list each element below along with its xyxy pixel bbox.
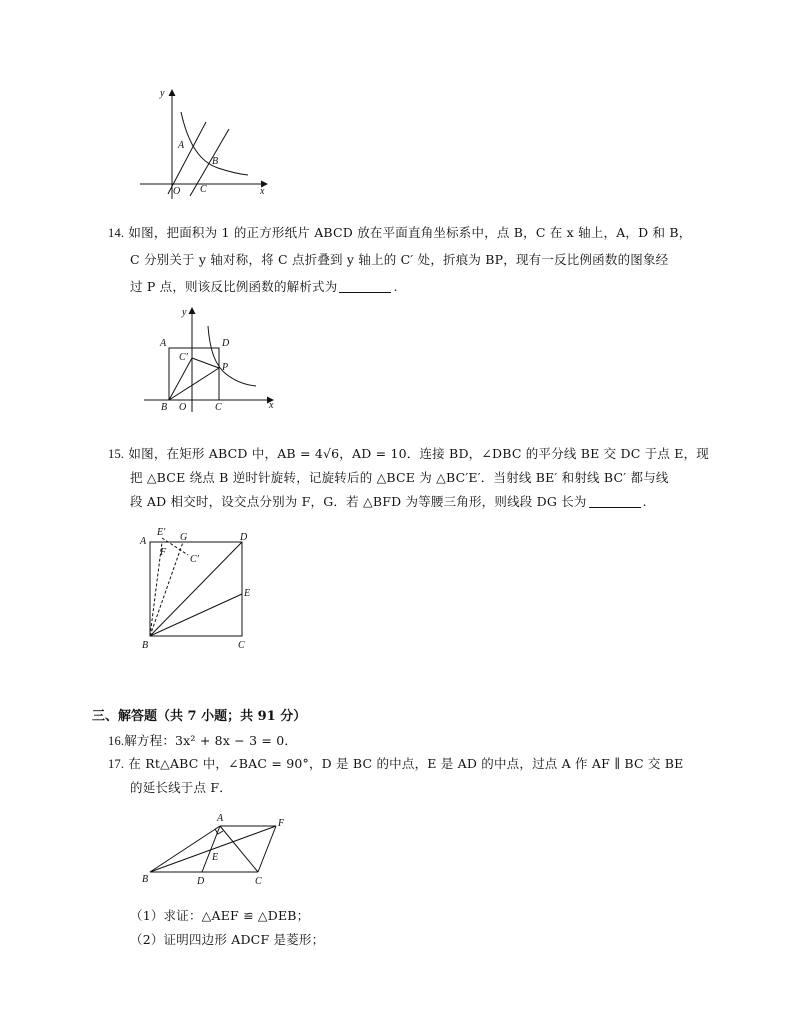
label-y: y: [160, 88, 165, 99]
label-d: D: [197, 876, 205, 887]
label-b: B: [142, 874, 149, 885]
q14-line1: [108, 219, 691, 247]
q17-sub2-text: （2）证明四边形 ADCF 是菱形；: [130, 932, 325, 947]
q17-number: 17.: [108, 757, 125, 771]
q14-period: .: [393, 279, 398, 294]
q17-sub1: [130, 902, 309, 929]
label-c-prime: C′: [179, 352, 188, 363]
label-f: F: [160, 547, 167, 558]
segment-bc1: [169, 358, 192, 400]
label-e: E: [244, 588, 251, 599]
label-a: A: [178, 140, 185, 151]
figure-q13: [130, 84, 275, 204]
label-a: A: [140, 536, 147, 547]
label-e: E: [212, 852, 219, 863]
section-heading: 三、解答题（共 7 小题；共 91 分）: [92, 709, 307, 724]
q14-line3: [130, 273, 398, 300]
segment-cf: [258, 826, 276, 872]
q14-text-line1: 如图，把面积为 1 的正方形纸片 ABCD 放在平面直角坐标系中，点 B，C 在 x 轴上，A，D 和 B，: [128, 225, 692, 240]
label-c: C: [215, 402, 222, 413]
q15-answer-blank[interactable]: [589, 495, 641, 508]
figure-q15: [138, 522, 268, 654]
q15-line3: [130, 488, 647, 515]
hyperbola-curve: [208, 326, 256, 386]
ray-bc-prime[interactable]: [150, 542, 183, 636]
label-c-prime: C′: [190, 554, 199, 565]
label-g: G: [180, 532, 188, 543]
q15-text-line3: 段 AD 相交时，设交点分别为 F，G．若 △BFD 为等腰三角形，则线段 DG 长为: [130, 494, 587, 509]
figure-q14: [138, 304, 283, 416]
q14-text-line3: 过 P 点，则该反比例函数的解析式为: [130, 279, 338, 294]
label-d: D: [240, 532, 248, 543]
q16-text: 解方程：3x² + 8x − 3 = 0．: [124, 733, 298, 748]
q17-text-line1: 在 Rt△ABC 中，∠BAC = 90°，D 是 BC 的中点，E 是 AD 的中点，过点 A 作 AF ∥ BC 交 BE: [128, 756, 684, 771]
label-y: y: [182, 307, 187, 318]
q15-text-line2: 把 △BCE 绕点 B 逆时针旋转，记旋转后的 △BCE 为 △BC′E′．当射线 BE′ 和射线 BC′ 都与线: [130, 470, 669, 485]
q14-answer-blank[interactable]: [339, 280, 391, 293]
label-c: C: [255, 876, 262, 887]
segment-ac: [220, 826, 258, 872]
label-e-prime: E′: [157, 527, 166, 538]
label-p: P: [222, 362, 229, 373]
label-c: C: [238, 640, 245, 651]
label-f: F: [278, 818, 285, 829]
label-a: A: [160, 338, 167, 349]
label-b: B: [161, 402, 168, 413]
label-b: B: [142, 640, 149, 651]
label-b: B: [212, 156, 219, 167]
q17-sub2: [130, 926, 324, 953]
fold-bp: [169, 368, 219, 400]
label-o: O: [173, 186, 181, 197]
segment-ba: [150, 826, 220, 872]
label-a: A: [217, 813, 224, 824]
q16-number: 16.: [108, 734, 125, 748]
q17-text-line2: 的延长线于点 F．: [130, 780, 232, 795]
line-through-c: [190, 129, 229, 196]
bisector-be: [150, 594, 242, 636]
label-x: x: [269, 400, 274, 411]
label-c: C: [200, 184, 207, 195]
label-o: O: [179, 402, 187, 413]
q15-period: .: [642, 494, 647, 509]
square-abcd: [169, 348, 219, 400]
q14-line2: [130, 246, 668, 273]
q15-number: 15.: [108, 447, 125, 461]
q14-number: 14.: [108, 226, 125, 240]
q15-line2: [130, 464, 669, 491]
label-x: x: [260, 186, 265, 197]
q15-text-line1: 如图，在矩形 ABCD 中，AB = 4√6，AD = 10．连接 BD，∠DBC 的平分线 BE 交 DC 于点 E，现: [128, 446, 710, 461]
q17-line2: [130, 774, 232, 801]
q14-text-line2: C 分别关于 y 轴对称，将 C 点折叠到 y 轴上的 C′ 处，折痕为 BP，现有一反比例函数的图象经: [130, 252, 669, 267]
figure-q17: [140, 810, 300, 890]
segment-bf: [150, 826, 276, 872]
q17-sub1-text: （1）求证：△AEF ≌ △DEB；: [130, 908, 310, 923]
label-d: D: [222, 338, 230, 349]
